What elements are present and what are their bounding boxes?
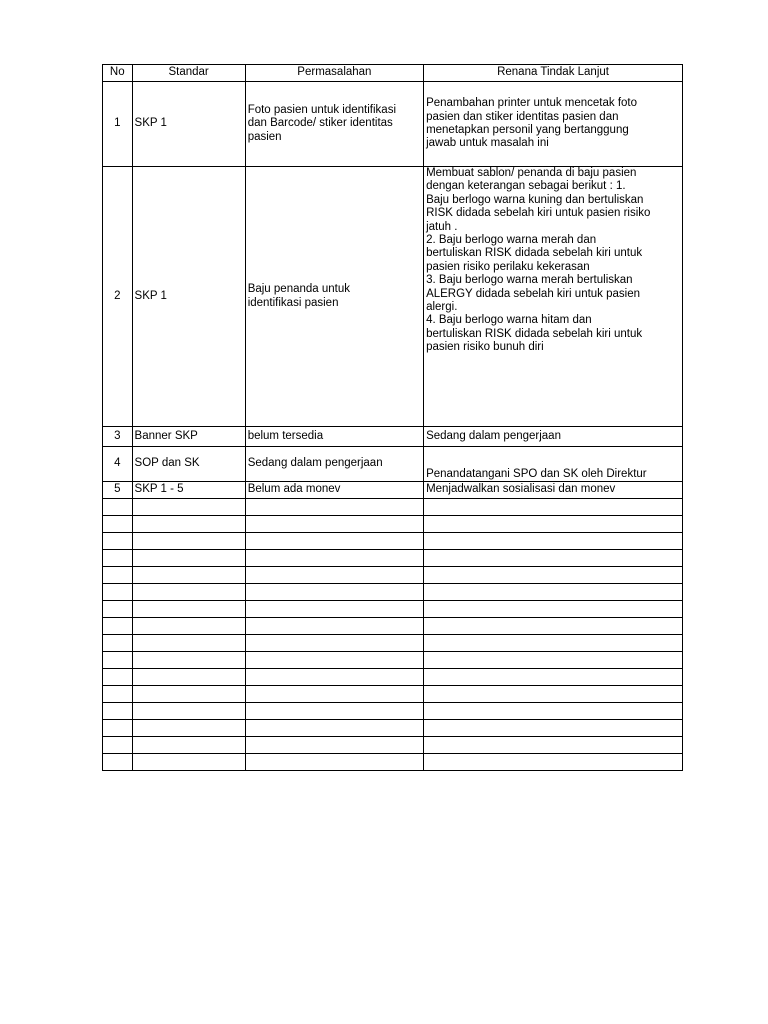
empty-cell [424, 720, 683, 737]
empty-row [103, 601, 683, 618]
empty-cell [245, 533, 423, 550]
empty-row [103, 550, 683, 567]
cell-no: 3 [103, 427, 133, 447]
empty-cell [103, 567, 133, 584]
empty-cell [245, 635, 423, 652]
empty-cell [132, 635, 245, 652]
empty-cell [103, 703, 133, 720]
empty-cell [132, 652, 245, 669]
table-header-row [103, 65, 683, 82]
empty-cell [132, 533, 245, 550]
cell-permasalahan: Baju penanda untuk identifikasi pasien [245, 167, 423, 427]
empty-cell [103, 686, 133, 703]
empty-cell [132, 550, 245, 567]
empty-cell [132, 669, 245, 686]
empty-row [103, 567, 683, 584]
table-row [103, 427, 683, 447]
empty-row [103, 584, 683, 601]
cell-standar: Banner SKP [132, 427, 245, 447]
empty-row [103, 686, 683, 703]
empty-cell [424, 550, 683, 567]
empty-row [103, 618, 683, 635]
empty-row [103, 754, 683, 771]
empty-cell [424, 754, 683, 771]
empty-cell [132, 618, 245, 635]
empty-row [103, 533, 683, 550]
empty-cell [103, 635, 133, 652]
empty-cell [245, 737, 423, 754]
empty-cell [424, 533, 683, 550]
empty-cell [132, 584, 245, 601]
empty-cell [132, 720, 245, 737]
empty-cell [103, 499, 133, 516]
empty-cell [245, 499, 423, 516]
empty-cell [132, 499, 245, 516]
cell-permasalahan: belum tersedia [245, 427, 423, 447]
empty-cell [424, 618, 683, 635]
empty-row [103, 737, 683, 754]
empty-cell [245, 686, 423, 703]
empty-cell [103, 516, 133, 533]
empty-cell [103, 737, 133, 754]
empty-cell [424, 516, 683, 533]
cell-rencana: Membuat sablon/ penanda di baju pasien dengan keterangan sebagai berikut : 1. Baju berlogo warna kuning dan bertuliskan RISK didada sebelah kiri untuk pasien risiko jatuh . 2. Baju berlogo warna merah dan bertuliskan RISK didada sebelah kiri untuk pasien risiko perilaku kekerasan 3. Baju berlogo warna merah bertuliskan ALERGY didada sebelah kiri untuk pasien alergi. 4. Baju berlogo warna hitam dan bertuliskan RISK didada sebelah kiri untuk pasien risiko bunuh diri [424, 167, 683, 427]
header-standar: Standar [132, 65, 245, 82]
empty-cell [245, 516, 423, 533]
table-row [103, 482, 683, 499]
empty-cell [245, 601, 423, 618]
header-permasalahan: Permasalahan [245, 65, 423, 82]
empty-cell [103, 533, 133, 550]
empty-cell [424, 601, 683, 618]
empty-cell [424, 669, 683, 686]
empty-row [103, 703, 683, 720]
cell-no: 5 [103, 482, 133, 499]
empty-cell [245, 618, 423, 635]
empty-rows [103, 499, 683, 771]
empty-row [103, 516, 683, 533]
empty-row [103, 669, 683, 686]
empty-cell [424, 737, 683, 754]
empty-cell [103, 550, 133, 567]
cell-standar: SKP 1 [132, 167, 245, 427]
empty-cell [103, 584, 133, 601]
empty-cell [245, 567, 423, 584]
cell-rencana: Sedang dalam pengerjaan [424, 427, 683, 447]
empty-cell [245, 703, 423, 720]
empty-cell [132, 754, 245, 771]
cell-standar: SOP dan SK [132, 447, 245, 482]
empty-cell [245, 754, 423, 771]
follow-up-table [102, 64, 683, 771]
empty-cell [424, 635, 683, 652]
empty-cell [132, 567, 245, 584]
empty-cell [132, 737, 245, 754]
header-no: No [103, 65, 133, 82]
empty-cell [424, 686, 683, 703]
cell-no: 4 [103, 447, 133, 482]
cell-standar: SKP 1 [132, 82, 245, 167]
cell-permasalahan: Sedang dalam pengerjaan [245, 447, 423, 482]
empty-cell [424, 652, 683, 669]
cell-no: 2 [103, 167, 133, 427]
empty-row [103, 499, 683, 516]
table-row [103, 167, 683, 427]
cell-permasalahan: Belum ada monev [245, 482, 423, 499]
empty-cell [132, 601, 245, 618]
cell-standar: SKP 1 - 5 [132, 482, 245, 499]
empty-cell [424, 567, 683, 584]
empty-row [103, 652, 683, 669]
table-row [103, 82, 683, 167]
empty-cell [132, 686, 245, 703]
empty-cell [132, 703, 245, 720]
empty-cell [424, 584, 683, 601]
cell-no: 1 [103, 82, 133, 167]
empty-cell [424, 499, 683, 516]
document-sheet [102, 64, 683, 771]
table-row [103, 447, 683, 482]
empty-cell [103, 652, 133, 669]
cell-permasalahan: Foto pasien untuk identifikasi dan Barcode/ stiker identitas pasien [245, 82, 423, 167]
empty-cell [245, 720, 423, 737]
empty-row [103, 720, 683, 737]
empty-cell [424, 703, 683, 720]
empty-row [103, 635, 683, 652]
cell-rencana: Menjadwalkan sosialisasi dan monev [424, 482, 683, 499]
empty-cell [103, 618, 133, 635]
empty-cell [245, 584, 423, 601]
header-rencana: Renana Tindak Lanjut [424, 65, 683, 82]
cell-rencana: Penambahan printer untuk mencetak foto pasien dan stiker identitas pasien dan menetapkan personil yang bertanggung jawab untuk masalah ini [424, 82, 683, 167]
empty-cell [103, 754, 133, 771]
empty-cell [103, 720, 133, 737]
cell-rencana: Penandatangani SPO dan SK oleh Direktur [424, 447, 683, 482]
empty-cell [132, 516, 245, 533]
empty-cell [245, 652, 423, 669]
empty-cell [245, 550, 423, 567]
empty-cell [103, 669, 133, 686]
empty-cell [245, 669, 423, 686]
empty-cell [103, 601, 133, 618]
